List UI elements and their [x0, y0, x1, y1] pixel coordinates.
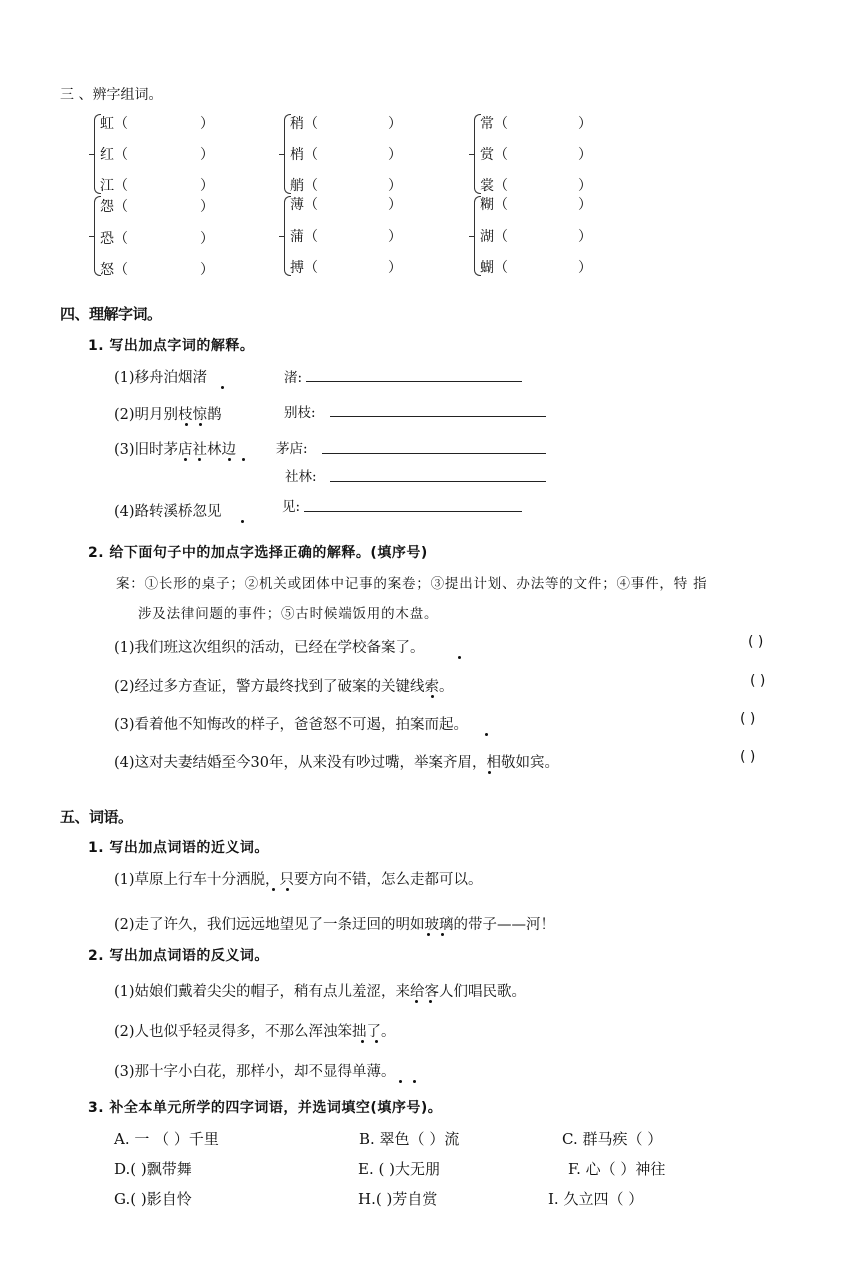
- q3-title: 3. 补全本单元所学的四字词语，并选词填空(填序号)。: [88, 1100, 443, 1116]
- sentence: (3)看着他不知悔改的样子，爸爸怒不可遏，拍案而起。: [114, 717, 469, 733]
- close-paren: ）: [200, 262, 214, 278]
- sentence: (2)经过多方查证，警方最终找到了破案的关键线索。: [114, 679, 454, 695]
- emphasis-dot: [199, 423, 202, 426]
- close-paren: ）: [200, 147, 214, 163]
- definition-label: 社林:: [285, 469, 317, 485]
- q2-title: 2. 给下面句子中的加点字选择正确的解释。(填序号): [88, 545, 428, 561]
- emphasis-dot: [221, 386, 224, 389]
- answer-blank[interactable]: ( ): [750, 673, 766, 689]
- answer-line[interactable]: [306, 381, 522, 382]
- close-paren: ）: [200, 231, 214, 247]
- close-paren: ）: [388, 178, 402, 194]
- close-paren: ）: [388, 197, 402, 213]
- poem-line: (4)路转溪桥忽见: [114, 504, 222, 520]
- definition-label: 渚:: [284, 370, 303, 386]
- idiom-item: D.( )飘带舞: [114, 1160, 192, 1178]
- sentence: (1)姑娘们戴着尖尖的帽子，稍有点儿羞涩，来给客人们唱民歌。: [114, 984, 527, 1000]
- answer-blank[interactable]: ( ): [748, 634, 764, 650]
- answer-line[interactable]: [322, 453, 546, 454]
- emphasis-dot: [429, 1000, 432, 1003]
- emphasis-dot: [431, 695, 434, 698]
- definition-label: 别枝:: [284, 405, 316, 421]
- section4-title: 四、理解字词。: [60, 305, 162, 323]
- emphasis-dot: [427, 933, 430, 936]
- char-entry: 稍（: [290, 116, 318, 132]
- char-entry: 梢（: [290, 147, 318, 163]
- answer-blank[interactable]: ( ): [740, 711, 756, 727]
- close-paren: ）: [388, 116, 402, 132]
- close-paren: ）: [578, 116, 592, 132]
- close-paren: ）: [578, 147, 592, 163]
- answer-line[interactable]: [330, 416, 546, 417]
- char-entry: 怨（: [100, 199, 128, 215]
- emphasis-dot: [441, 933, 444, 936]
- q1-title: 1. 写出加点词语的近义词。: [88, 840, 269, 856]
- emphasis-dot: [242, 458, 245, 461]
- q2-title: 2. 写出加点词语的反义词。: [88, 948, 269, 964]
- emphasis-dot: [184, 458, 187, 461]
- char-entry: 糊（: [480, 197, 508, 213]
- sentence: (2)走了许久，我们远远地望见了一条迂回的明如玻璃的带子——河！: [114, 917, 556, 933]
- emphasis-dot: [286, 888, 289, 891]
- definition-label: 茅店:: [276, 441, 308, 457]
- section3-title: 三 、辨字组词。: [60, 87, 163, 103]
- emphasis-dot: [458, 656, 461, 659]
- poem-line: (2)明月别枝惊鹊: [114, 407, 222, 423]
- close-paren: ）: [388, 260, 402, 276]
- idiom-item: H.( )芳自赏: [358, 1190, 438, 1208]
- emphasis-dot: [361, 1040, 364, 1043]
- sentence: (4)这对夫妻结婚至今30年，从来没有吵过嘴，举案齐眉，相敬如宾。: [114, 755, 559, 771]
- definitions-cont: 涉及法律问题的事件；⑤古时候端饭用的木盘。: [138, 606, 439, 622]
- emphasis-dot: [198, 458, 201, 461]
- answer-line[interactable]: [304, 511, 522, 512]
- emphasis-dot: [241, 520, 244, 523]
- close-paren: ）: [200, 178, 214, 194]
- close-paren: ）: [200, 116, 214, 132]
- char-entry: 蒲（: [290, 229, 318, 245]
- emphasis-dot: [272, 888, 275, 891]
- char-entry: 常（: [480, 116, 508, 132]
- answer-blank[interactable]: ( ): [740, 749, 756, 765]
- emphasis-dot: [488, 771, 491, 774]
- sentence: (3)那十字小白花，那样小，却不显得单薄。: [114, 1064, 396, 1080]
- sentence: (2)人也似乎轻灵得多，不那么浑浊笨拙了。: [114, 1024, 396, 1040]
- char-entry: 江（: [100, 178, 128, 194]
- definitions: 案：①长形的桌子；②机关或团体中记事的案卷；③提出计划、办法等的文件；④事件，特 指: [116, 576, 708, 592]
- close-paren: ）: [578, 229, 592, 245]
- emphasis-dot: [413, 1080, 416, 1083]
- char-entry: 蝴（: [480, 260, 508, 276]
- char-entry: 赏（: [480, 147, 508, 163]
- char-entry: 红（: [100, 147, 128, 163]
- close-paren: ）: [200, 199, 214, 215]
- char-entry: 艄（: [290, 178, 318, 194]
- idiom-item: A. 一 （ ）千里: [114, 1130, 219, 1148]
- char-entry: 搏（: [290, 260, 318, 276]
- poem-line: (3)旧时茅店社林边: [114, 442, 237, 458]
- idiom-item: G.( )影自怜: [114, 1190, 192, 1208]
- close-paren: ）: [388, 147, 402, 163]
- emphasis-dot: [228, 458, 231, 461]
- emphasis-dot: [399, 1080, 402, 1083]
- q1-title: 1. 写出加点字词的解释。: [88, 338, 255, 354]
- answer-line[interactable]: [330, 481, 546, 482]
- poem-line: (1)移舟泊烟渚: [114, 370, 208, 386]
- close-paren: ）: [578, 178, 592, 194]
- close-paren: ）: [578, 197, 592, 213]
- idiom-item: B. 翠色（ ）流: [359, 1130, 460, 1148]
- emphasis-dot: [375, 1040, 378, 1043]
- char-entry: 裳（: [480, 178, 508, 194]
- idiom-item: I. 久立四（ ）: [548, 1190, 644, 1208]
- sentence: (1)我们班这次组织的活动，已经在学校备案了。: [114, 640, 425, 656]
- emphasis-dot: [185, 423, 188, 426]
- char-entry: 薄（: [290, 197, 318, 213]
- idiom-item: E. ( )大无朋: [358, 1160, 440, 1178]
- close-paren: ）: [388, 229, 402, 245]
- emphasis-dot: [485, 733, 488, 736]
- char-entry: 虹（: [100, 116, 128, 132]
- sentence: (1)草原上行车十分洒脱，只要方向不错，怎么走都可以。: [114, 872, 483, 888]
- definition-label: 见:: [282, 499, 301, 515]
- idiom-item: C. 群马疾（ ）: [562, 1130, 663, 1148]
- close-paren: ）: [578, 260, 592, 276]
- idiom-item: F. 心（ ）神往: [568, 1160, 666, 1178]
- char-entry: 恐（: [100, 231, 128, 247]
- char-entry: 湖（: [480, 229, 508, 245]
- emphasis-dot: [415, 1000, 418, 1003]
- char-entry: 怒（: [100, 262, 128, 278]
- section5-title: 五、词语。: [60, 808, 133, 826]
